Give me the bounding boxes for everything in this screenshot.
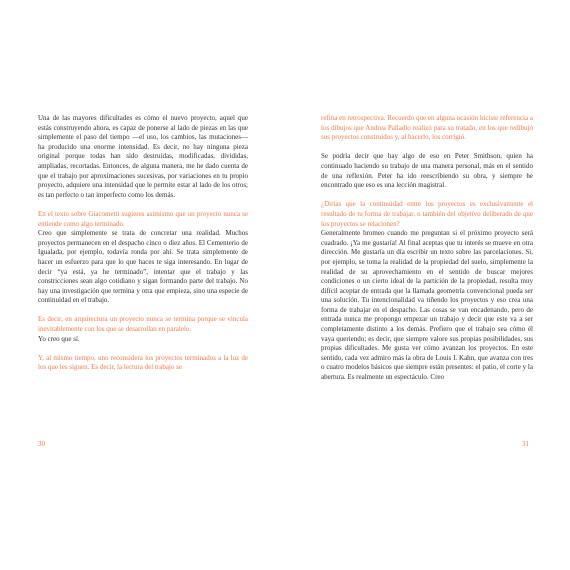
- left-text-column: [38, 114, 248, 383]
- question-paragraph: refina en retrospectiva. Recuerdo que en alguna ocasión hiciste referencia a los dibujos que Andrea Palladio realizó para su tratado, en los que redibujó sus proyectos construidos y, al hacerlo, los corrigió.: [321, 114, 533, 142]
- answer-paragraph: Yo creo que sí.: [38, 334, 80, 343]
- page-number: 31: [522, 440, 529, 448]
- answer-paragraph: Una de las mayores dificultades es cómo el nuevo proyecto, aquel que estás construyendo ahora, es capaz de ponerse al lado de piezas en las que simplemente el paso del tiempo —el uso, los cambios, las mutaciones— ha producido una enorme intensidad. Es decir, no hay ninguna pieza original porque todas han sido destruidas, modificadas, divididas, ampliadas, recortadas. Entonces, de alguna manera, me he dado cuenta de que el trabajo por aproximaciones sucesivas, por variaciones en tu propio proyecto, adquiere una intensidad que le permite estar al lado de los otros; es tan perfecto o tan imperfecto como los demás.: [38, 114, 248, 199]
- answer-paragraph: Generalmente bromeo cuando me preguntan si el próximo proyecto será cuadrado. ¡Ya me gustaría! Al final aceptas que tu interés se mueve en otra dirección. Me gustaría un día escribir un texto sobre las parcelaciones. Si, por ejemplo, se toma la realidad de la propiedad del suelo, simplemente la realidad de su aprovechamiento en el sentido de buscar mejores condiciones o un cierto ideal de la partición de la propiedad, resulta muy difícil aceptar de entrada que la llamada geometría convencional pueda ser una solución. Tu intencionalidad va tiñendo los proyectos y eso crea una forma de trabajar en el despacho. Las cosas se van encadenando, pero de entrada nunca me propongo empezar un trabajo y decir que este va a ser completamente distinto a los demás. Prefiero que el trabajo sea cómo él vaya queriendo; es decir, que siempre valore sus propias posibilidades, sus propias dificultades. Me gusta ver cómo avanzan los proyectos. En este sentido, cada vez admiro más la obra de Louis I. Kahn, que avanza con tres o cuatro modelos básicos que siempre están presentes: el patio, el corte y la abertura. Es realmente un espectáculo. Creo: [321, 229, 533, 382]
- question-paragraph: ¿Dirías que la continuidad entre los proyectos es exclusivamente el resultado de tu forma de trabajar, o también del objetivo deliberado de que los proyectos se relacionen?: [321, 200, 533, 228]
- question-paragraph: Y, al mismo tiempo, uno reconsidera los proyectos terminados a la luz de los que les siguen. Es decir, la lectura del trabajo se: [38, 353, 248, 372]
- answer-paragraph: Se podría decir que hay algo de eso en Peter Smithson, quien ha continuado haciendo su trabajo de una manera personal, más en el sentido de una reflexión. Peter ha ido reescribiendo su obra, y siempre he encontrado que eso es una lección magistral.: [321, 152, 533, 190]
- answer-paragraph: Creo que simplemente se trata de concretar una realidad. Muchos proyectos permanecen en el despacho cinco o diez años. El Cementerio de Igualada, por ejemplo, todavía ronda por ahí. Se trata simplemente de hacer un esfuerzo para que lo que haces te siga interesando. En lugar de decir “ya está, ya he terminado”, intentar que el trabajo y las constricciones sean algo cotidiano y sigan formando parte del trabajo. No hay una investigación que termina y otra que empieza, sino una especie de continuidad en el trabajo.: [38, 229, 248, 305]
- right-text-column: [321, 114, 533, 392]
- page-number: 30: [38, 440, 45, 448]
- right-page: [285, 0, 570, 570]
- question-paragraph: Es decir, en arquitectura un proyecto nunca se termina porque se vincula inevitablemente con los que se desarrollan en paralelo.: [38, 315, 248, 334]
- question-paragraph: En el texto sobre Giacometti sugieres asimismo que un proyecto nunca se entiende como algo terminado.: [38, 209, 248, 228]
